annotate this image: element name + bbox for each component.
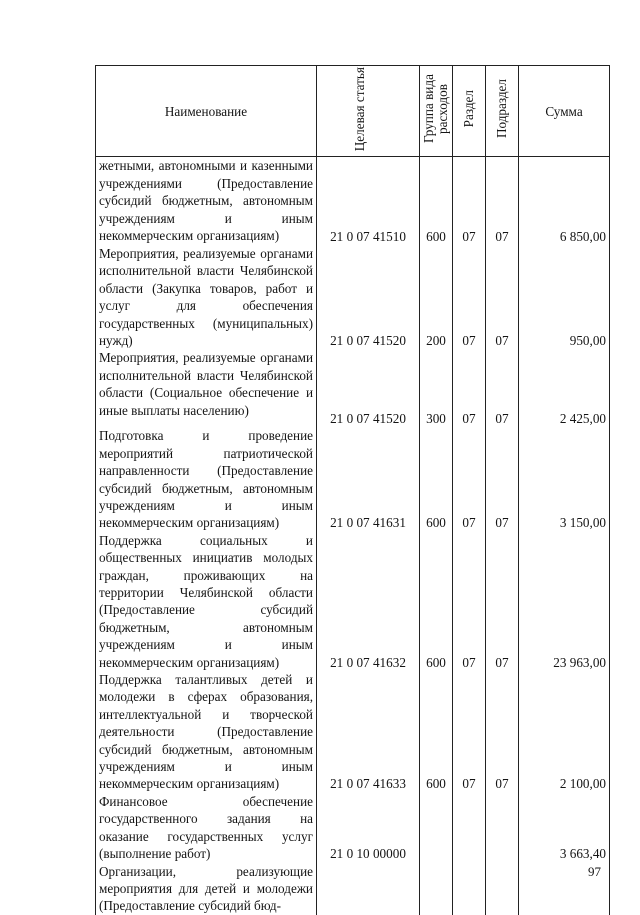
row-section: 07 xyxy=(453,245,486,349)
row-group: 600 xyxy=(420,157,453,245)
row-section: 07 xyxy=(453,349,486,427)
table-row xyxy=(96,427,610,531)
row-section: 07 xyxy=(453,427,486,531)
header-section-label: Раздел xyxy=(461,90,476,128)
row-subsection: 07 xyxy=(486,349,519,427)
row-section: 07 xyxy=(453,671,486,793)
row-group xyxy=(420,793,453,863)
row-subsection xyxy=(486,793,519,863)
row-section: 07 xyxy=(453,157,486,245)
row-code: 21 0 10 00000 xyxy=(317,793,420,863)
row-name: жетными, автономными и казенными учреждениями (Предоставление субсидий бюджетным, автономным учреждениям и иным некоммерческим организациям) xyxy=(96,157,317,245)
row-sum: 23 963,00 xyxy=(519,532,610,671)
row-group: 600 xyxy=(420,532,453,671)
header-name: Наименование xyxy=(96,66,317,157)
table-row xyxy=(96,863,610,915)
row-section: 07 xyxy=(453,532,486,671)
header-group xyxy=(420,66,453,157)
row-section xyxy=(453,863,486,915)
row-code: 21 0 07 41632 xyxy=(317,532,420,671)
row-code: 21 0 07 41633 xyxy=(317,671,420,793)
row-subsection: 07 xyxy=(486,427,519,531)
row-sum: 950,00 xyxy=(519,245,610,349)
header-target-label: Целевая статья xyxy=(352,66,367,152)
row-group: 600 xyxy=(420,671,453,793)
row-name: Подготовка и проведение мероприятий патриотической направленности (Предоставление субсидий бюджетным, автономным учреждениям и иным некоммерческим организациям) xyxy=(96,427,317,531)
row-code: 21 0 07 41520 xyxy=(317,245,420,349)
table-row xyxy=(96,671,610,793)
row-code xyxy=(317,863,420,915)
row-sum: 3 150,00 xyxy=(519,427,610,531)
row-name: Поддержка талантливых детей и молодежи в сферах образования, интеллектуальной и творческой деятельности (Предоставление субсидий бюджетным, автономным учреждениям и иным некоммерческим организациям) xyxy=(96,671,317,793)
row-sum: 3 663,40 xyxy=(519,793,610,863)
row-sum: 2 425,00 xyxy=(519,349,610,427)
header-group-label: Группа вида расходов xyxy=(421,74,450,144)
row-subsection: 07 xyxy=(486,157,519,245)
row-name: Поддержка социальных и общественных инициатив молодых граждан, проживающих на территории Челябинской области (Предоставление субсидий бюджетным, автономным учреждениям и иным некоммерческим организациям) xyxy=(96,532,317,671)
row-group xyxy=(420,863,453,915)
budget-table xyxy=(95,65,610,915)
row-subsection xyxy=(486,863,519,915)
table-header-row xyxy=(96,66,610,157)
row-group: 300 xyxy=(420,349,453,427)
header-section xyxy=(453,66,486,157)
header-target xyxy=(317,66,420,157)
row-section xyxy=(453,793,486,863)
table-row xyxy=(96,245,610,349)
row-sum: 2 100,00 xyxy=(519,671,610,793)
row-code: 21 0 07 41510 xyxy=(317,157,420,245)
row-subsection: 07 xyxy=(486,245,519,349)
row-sum: 6 850,00 xyxy=(519,157,610,245)
row-name: Финансовое обеспечение государственного задания на оказание государственных услуг (выполнение работ) xyxy=(96,793,317,863)
table-row xyxy=(96,157,610,245)
header-sum: Сумма xyxy=(519,66,610,157)
row-group: 600 xyxy=(420,427,453,531)
row-name: Мероприятия, реализуемые органами исполнительной власти Челябинской области (Закупка товаров, работ и услуг для обеспечения государственных (муниципальных) нужд) xyxy=(96,245,317,349)
row-subsection: 07 xyxy=(486,671,519,793)
row-group: 200 xyxy=(420,245,453,349)
row-subsection: 07 xyxy=(486,532,519,671)
header-subsection xyxy=(486,66,519,157)
header-subsection-label: Подраздел xyxy=(494,79,509,139)
row-code: 21 0 07 41520 xyxy=(317,349,420,427)
table-row xyxy=(96,349,610,427)
table-row xyxy=(96,793,610,863)
table-row xyxy=(96,532,610,671)
row-name: Организации, реализующие мероприятия для детей и молодежи (Предоставление субсидий бюд- xyxy=(96,863,317,915)
row-code: 21 0 07 41631 xyxy=(317,427,420,531)
row-name: Мероприятия, реализуемые органами исполнительной власти Челябинской области (Социальное обеспечение и иные выплаты населению) xyxy=(96,349,317,427)
page-number: 97 xyxy=(588,864,601,879)
